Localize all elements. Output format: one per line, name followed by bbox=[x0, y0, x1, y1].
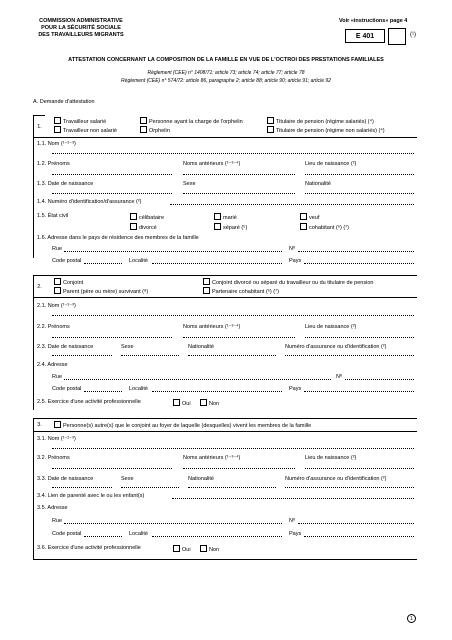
label: séparé (⁵) bbox=[223, 225, 248, 231]
label: divorcé bbox=[139, 225, 157, 231]
opt-parent-survivant[interactable] bbox=[54, 287, 148, 296]
divider bbox=[33, 275, 417, 276]
checkbox[interactable] bbox=[214, 223, 221, 230]
checkbox[interactable] bbox=[267, 117, 274, 124]
civ-separe[interactable] bbox=[214, 223, 247, 232]
checkbox[interactable] bbox=[203, 287, 210, 294]
pays-label: Pays bbox=[289, 258, 302, 264]
opt-personne-autre[interactable] bbox=[54, 421, 311, 430]
label: Partenaire cohabitant (⁶) (⁷) bbox=[212, 289, 279, 295]
label: Non bbox=[209, 547, 220, 553]
cp-label: Code postal bbox=[52, 386, 82, 392]
field-3-2-lieu: Lieu de naissance (²) bbox=[305, 455, 357, 461]
field-2-2-line-b[interactable] bbox=[183, 337, 295, 338]
checkbox[interactable] bbox=[54, 126, 61, 133]
cp-label: Code postal bbox=[52, 258, 82, 264]
checkbox[interactable] bbox=[214, 213, 221, 220]
field-3-3-line-b[interactable] bbox=[121, 487, 179, 488]
civ-divorce[interactable] bbox=[130, 223, 157, 232]
label: Personne(s) autre(s) que le conjoint au foyer de laquelle (desquelles) vivent les membres de la famille bbox=[63, 423, 312, 429]
org-line-2: POUR LA SÉCURITÉ SOCIALE bbox=[41, 25, 121, 31]
label: Non bbox=[209, 401, 220, 407]
civ-celibataire[interactable] bbox=[130, 213, 164, 222]
field-2-1-line[interactable] bbox=[52, 315, 414, 316]
label: Orphelin bbox=[149, 128, 170, 134]
field-1-2-lieu: Lieu de naissance (²) bbox=[305, 161, 357, 167]
divider bbox=[33, 559, 417, 560]
checkbox[interactable] bbox=[130, 213, 137, 220]
label: marié bbox=[223, 215, 237, 221]
divider bbox=[33, 137, 417, 138]
field-3-3-label: 3.3. Date de naissance bbox=[37, 476, 94, 482]
no-line[interactable] bbox=[298, 523, 414, 524]
field-1-2-line-a[interactable] bbox=[52, 174, 172, 175]
field-3-4-line[interactable] bbox=[172, 498, 414, 499]
checkbox[interactable] bbox=[140, 126, 147, 133]
field-2-3-line-a[interactable] bbox=[52, 355, 112, 356]
opt-partenaire-cohabitant[interactable] bbox=[203, 287, 279, 296]
form-code-box[interactable] bbox=[388, 28, 406, 45]
field-2-1-label: 2.1. Nom (¹⁻²⁻³) bbox=[37, 303, 76, 309]
field-1-1-label: 1.1. Nom (¹⁻²⁻³) bbox=[37, 141, 76, 147]
pays-line[interactable] bbox=[304, 391, 414, 392]
label: Titulaire de pension (régime non salariés) (⁴) bbox=[276, 128, 385, 134]
field-3-5-label: 3.5. Adresse bbox=[37, 505, 68, 511]
field-3-2-line-a[interactable] bbox=[52, 468, 172, 469]
field-3-3-line-c[interactable] bbox=[188, 487, 276, 488]
opt-conjoint[interactable] bbox=[54, 278, 83, 287]
field-1-3-nationalite: Nationalité bbox=[305, 181, 331, 187]
field-3-2-line-b[interactable] bbox=[183, 468, 295, 469]
field-1-3-line-a[interactable] bbox=[52, 193, 172, 194]
field-1-3-line-c[interactable] bbox=[305, 193, 414, 194]
label: veuf bbox=[309, 215, 320, 221]
field-3-4-label: 3.4. Lien de parenté avec le ou les enfant(s) bbox=[37, 493, 145, 499]
field-3-2-noms: Noms antérieurs (¹⁻³⁻⁴) bbox=[183, 455, 241, 461]
org-line-3: DES TRAVAILLEURS MIGRANTS bbox=[38, 32, 124, 38]
field-1-6-label: 1.6. Adresse dans le pays de résidence des membres de la famille bbox=[37, 235, 199, 241]
activite-non[interactable] bbox=[200, 545, 219, 554]
no-line[interactable] bbox=[345, 379, 414, 380]
checkbox[interactable] bbox=[200, 545, 207, 552]
pays-label: Pays bbox=[289, 531, 302, 537]
pays-line[interactable] bbox=[304, 263, 414, 264]
civ-marie[interactable] bbox=[214, 213, 237, 222]
activite-non[interactable] bbox=[200, 399, 219, 408]
checkbox[interactable] bbox=[130, 223, 137, 230]
divider bbox=[33, 297, 417, 298]
label: Travailleur salarié bbox=[63, 119, 107, 125]
checkbox[interactable] bbox=[267, 126, 274, 133]
label: cohabitant (⁶) (⁷) bbox=[309, 225, 350, 231]
loc-line[interactable] bbox=[152, 536, 282, 537]
loc-label: Localité bbox=[129, 386, 148, 392]
page-number: 1 bbox=[407, 614, 416, 623]
pays-label: Pays bbox=[289, 386, 302, 392]
field-1-3-line-b[interactable] bbox=[183, 193, 295, 194]
divider bbox=[33, 418, 417, 419]
opt-orphelin[interactable] bbox=[140, 126, 170, 135]
field-1-5-label: 1.5. État civil bbox=[37, 213, 69, 219]
checkbox[interactable] bbox=[173, 545, 180, 552]
field-3-3-line-d[interactable] bbox=[285, 487, 414, 488]
section-1-number-box bbox=[33, 115, 45, 137]
checkbox[interactable] bbox=[200, 399, 207, 406]
opt-conjoint-divorce[interactable] bbox=[203, 278, 373, 287]
pays-line[interactable] bbox=[304, 536, 414, 537]
section-3-number: 3. bbox=[37, 422, 42, 428]
no-label: Nº bbox=[289, 518, 295, 524]
section-2-number: 2. bbox=[37, 284, 42, 290]
form-note: (¹) bbox=[410, 32, 416, 38]
cp-line[interactable] bbox=[84, 536, 122, 537]
rue-label: Rue bbox=[52, 518, 63, 524]
section-2-number-box bbox=[33, 275, 45, 297]
section-3-number-box bbox=[33, 418, 45, 431]
loc-line[interactable] bbox=[152, 263, 282, 264]
section-1-rule bbox=[33, 137, 34, 258]
field-2-2-noms: Noms antérieurs (¹⁻³⁻⁴) bbox=[183, 324, 241, 330]
cp-line[interactable] bbox=[84, 263, 122, 264]
checkbox[interactable] bbox=[300, 213, 307, 220]
field-1-2-line-b[interactable] bbox=[183, 174, 295, 175]
field-3-3-numero: Numéro d'assurance ou d'identification (²) bbox=[285, 476, 387, 482]
opt-personne-orphelin[interactable] bbox=[140, 117, 243, 126]
label: Parent (père ou mère) survivant (⁸) bbox=[63, 289, 149, 295]
label: Conjoint bbox=[63, 280, 84, 286]
field-2-3-line-b[interactable] bbox=[121, 355, 179, 356]
field-2-2-line-c[interactable] bbox=[305, 337, 414, 338]
loc-line[interactable] bbox=[152, 391, 282, 392]
checkbox[interactable] bbox=[140, 117, 147, 124]
field-3-3-sexe: Sexe bbox=[121, 476, 134, 482]
rue-label: Rue bbox=[52, 374, 63, 380]
field-2-5-label: 2.5. Exercice d'une activité professionnelle bbox=[37, 399, 141, 405]
label: Personne ayant la charge de l'orphelin bbox=[149, 119, 243, 125]
section-a-title: A. Demande d'attestation bbox=[33, 99, 95, 105]
field-2-3-sexe: Sexe bbox=[121, 344, 134, 350]
field-1-2-line-c[interactable] bbox=[305, 174, 414, 175]
no-label: Nº bbox=[336, 374, 342, 380]
field-3-3-line-a[interactable] bbox=[52, 487, 112, 488]
checkbox[interactable] bbox=[203, 278, 210, 285]
civ-veuf[interactable] bbox=[300, 213, 319, 222]
checkbox[interactable] bbox=[54, 117, 61, 124]
field-2-3-nationalite: Nationalité bbox=[188, 344, 214, 350]
field-1-4-line[interactable] bbox=[170, 204, 414, 205]
regulation-2: Règlement (CEE) n° 574/72: article 86, paragraphe 2; article 88; article 90; article 91; article 92 bbox=[121, 78, 331, 84]
civ-cohabitant[interactable] bbox=[300, 223, 349, 232]
checkbox[interactable] bbox=[54, 287, 61, 294]
section-3-rule bbox=[33, 431, 34, 559]
field-3-3-nationalite: Nationalité bbox=[188, 476, 214, 482]
instructions-ref: Voir «instructions» page 4 bbox=[339, 18, 408, 24]
field-2-3-label: 2.3. Date de naissance bbox=[37, 344, 94, 350]
loc-label: Localité bbox=[129, 531, 148, 537]
rue-line[interactable] bbox=[64, 251, 282, 252]
label: Titulaire de pension (régime salariés) (⁴) bbox=[276, 119, 374, 125]
field-1-3-sexe: Sexe bbox=[183, 181, 196, 187]
checkbox[interactable] bbox=[173, 399, 180, 406]
activite-oui[interactable] bbox=[173, 399, 191, 408]
field-2-4-label: 2.4. Adresse bbox=[37, 362, 68, 368]
checkbox[interactable] bbox=[54, 278, 61, 285]
field-2-2-line-a[interactable] bbox=[52, 337, 172, 338]
rue-line[interactable] bbox=[64, 379, 331, 380]
rue-label: Rue bbox=[52, 246, 63, 252]
cp-label: Code postal bbox=[52, 531, 82, 537]
field-3-6-label: 3.6. Exercice d'une activité professionnelle bbox=[37, 545, 141, 551]
label: Oui bbox=[182, 401, 191, 407]
field-3-1-line[interactable] bbox=[52, 448, 414, 449]
opt-travailleur-salarie[interactable] bbox=[54, 117, 106, 126]
field-1-4-label: 1.4. Numéro d'identification/d'assurance (²) bbox=[37, 199, 142, 205]
section-1-number: 1. bbox=[37, 124, 42, 130]
loc-label: Localité bbox=[129, 258, 148, 264]
field-3-2-line-c[interactable] bbox=[305, 468, 414, 469]
org-name bbox=[20, 18, 142, 39]
field-1-3-label: 1.3. Date de naissance bbox=[37, 181, 94, 187]
opt-pension-salaries[interactable] bbox=[267, 117, 374, 126]
cp-line[interactable] bbox=[84, 391, 122, 392]
label: Conjoint divorcé ou séparé du travailleur ou du titulaire de pension bbox=[212, 280, 374, 286]
label: célibataire bbox=[139, 215, 165, 221]
section-2-rule bbox=[33, 297, 34, 410]
field-3-1-label: 3.1. Nom (¹⁻²⁻³) bbox=[37, 436, 76, 442]
activite-oui[interactable] bbox=[173, 545, 191, 554]
field-1-1-line[interactable] bbox=[52, 153, 414, 154]
field-2-3-numero: Numéro d'assurance ou d'identification (²) bbox=[285, 344, 387, 350]
divider bbox=[33, 431, 417, 432]
field-2-3-line-d[interactable] bbox=[285, 355, 414, 356]
opt-pension-non-salaries[interactable] bbox=[267, 126, 385, 135]
field-1-2-noms: Noms antérieurs (¹⁻³⁻⁴) bbox=[183, 161, 241, 167]
field-2-2-label: 2.2. Prénoms bbox=[37, 324, 70, 330]
rue-line[interactable] bbox=[64, 523, 282, 524]
label: Oui bbox=[182, 547, 191, 553]
no-line[interactable] bbox=[298, 251, 414, 252]
field-1-2-label: 1.2. Prénoms bbox=[37, 161, 70, 167]
org-line-1: COMMISSION ADMINISTRATIVE bbox=[39, 18, 123, 24]
opt-travailleur-non-salarie[interactable] bbox=[54, 126, 117, 135]
form-code: E 401 bbox=[345, 29, 385, 43]
form-title: ATTESTATION CONCERNANT LA COMPOSITION DE LA FAMILLE EN VUE DE L'OCTROI DES PRESTATIONS FAMILIALES bbox=[68, 57, 384, 63]
checkbox[interactable] bbox=[300, 223, 307, 230]
no-label: Nº bbox=[289, 246, 295, 252]
regulation-1: Règlement (CEE) n° 1408/71: article 73; article 74; article 77; article 78 bbox=[147, 70, 305, 76]
field-2-3-line-c[interactable] bbox=[188, 355, 276, 356]
checkbox[interactable] bbox=[54, 421, 61, 428]
label: Travailleur non salarié bbox=[63, 128, 117, 134]
field-3-2-label: 3.2. Prénoms bbox=[37, 455, 70, 461]
field-2-2-lieu: Lieu de naissance (²) bbox=[305, 324, 357, 330]
